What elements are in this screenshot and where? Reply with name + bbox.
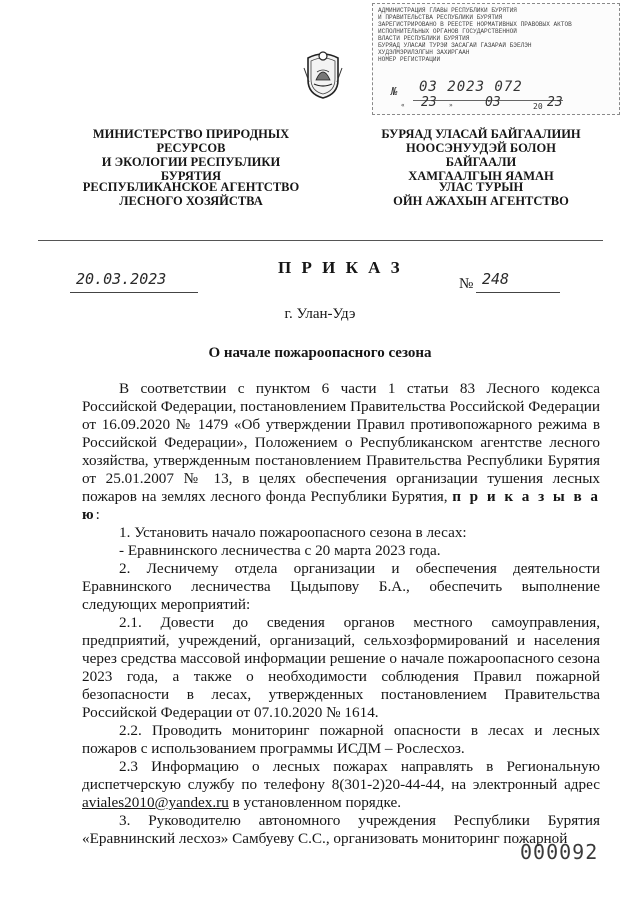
ministry-name-bua: БУРЯАД УЛАСАЙ БАЙГААЛИИН НООСЭНУУДЭЙ БОЛОН БАЙГААЛИ ХАМГААЛГЫН ЯАМАН	[381, 127, 581, 183]
stamp-line: НОМЕР РЕГИСТРАЦИИ	[378, 56, 441, 63]
order-number-prefix: №	[459, 276, 474, 292]
email-link[interactable]: aviales2010@yandex.ru	[82, 794, 229, 811]
order-title: П Р И К А З	[278, 258, 403, 277]
intro-text: В соответствии с пунктом 6 части 1 статьи 83 Лесного кодекса Российской Федерации, постановлением Правительства Российской Федерации от 16.09.2020 № 1479 «Об утверждении Правил противопожарного режима в Российской Федерации», Положением о Республиканском агентстве лесного хозяйства, утвержденным постановлением Правительства Республики Бурятия от 25.01.2007 № 13, в целях обеспечения организации тушения лесных пожаров на землях лесного фонда Республики Бурятия,	[82, 380, 600, 505]
stamp-line: И ПРАВИТЕЛЬСТВА РЕСПУБЛИКИ БУРЯТИЯ	[378, 14, 503, 21]
registration-stamp: АДМИНИСТРАЦИЯ ГЛАВЫ РЕСПУБЛИКИ БУРЯТИЯ И ПРАВИТЕЛЬСТВА РЕСПУБЛИКИ БУРЯТИЯ ЗАРЕГИСТРИРОВАНО В РЕЕСТРЕ НОРМАТИВНЫХ ПРАВОВЫХ АКТОВ ИСПОЛНИТЕЛЬНЫХ ОРГАНОВ ГОСУДАРСТВЕННОЙ ВЛАСТИ РЕСПУБЛИКИ БУРЯТИЯ БУРЯАД УЛАСАЙ ТУРЭЙ ЗАСАГАЙ ГАЗАРАЙ БЭЕЛЭН ХУДЭЛМЭРИЛЭЛГЫН ЗАХИРГААН НОМЕР РЕГИСТРАЦИИ № 03 2023 072 « 23 » 03 20 23	[372, 3, 620, 115]
item-2: 2. Лесничему отдела организации и обеспечения деятельности Еравнинского лесничества Цыдыпову Б.А., обеспечить выполнение следующих мероприятий:	[82, 560, 600, 613]
stamp-line: АДМИНИСТРАЦИЯ ГЛАВЫ РЕСПУБЛИКИ БУРЯТИЯ	[378, 7, 517, 14]
orders-colon: :	[95, 506, 100, 523]
header-divider	[38, 240, 603, 241]
stamp-reg-day: 23	[421, 95, 437, 110]
stamp-reg-number: 03 2023 072	[419, 79, 523, 95]
stamp-reg-year: 23	[547, 95, 563, 110]
item-2-3-tail: в установленном порядке.	[228, 794, 402, 811]
city: г. Улан-Удэ	[284, 306, 356, 322]
item-1-dash: - Еравнинского лесничества с 20 марта 2023 года.	[119, 542, 441, 559]
order-number-field	[476, 270, 560, 293]
item-2-2: 2.2. Проводить мониторинг пожарной опасности в лесах и лесных пожаров с использованием программы ИСДМ – Рослесхоз.	[82, 722, 600, 757]
agency-name-bua: УЛАС ТУРЫН ОЙН АЖАХЫН АГЕНТСТВО	[393, 180, 569, 208]
orders-word: п р и к а з ы в а ю	[82, 488, 600, 523]
stamp-line: ИСПОЛНИТЕЛЬНЫХ ОРГАНОВ ГОСУДАРСТВЕННОЙ	[378, 28, 517, 35]
coat-of-arms-emblem	[302, 46, 344, 100]
order-body	[82, 380, 600, 848]
stamp-line: ХУДЭЛМЭРИЛЭЛГЫН ЗАХИРГААН	[378, 49, 470, 56]
agency-name-ru: РЕСПУБЛИКАНСКОЕ АГЕНТСТВО ЛЕСНОГО ХОЗЯЙСТВА	[82, 180, 300, 208]
ministry-name-ru: МИНИСТЕРСТВО ПРИРОДНЫХ РЕСУРСОВ И ЭКОЛОГИИ РЕСПУБЛИКИ БУРЯТИЯ	[92, 127, 290, 183]
intro-paragraph	[82, 380, 600, 524]
stamp-reg-month: 03	[485, 95, 501, 110]
order-date-field	[70, 270, 198, 293]
item-2-3-text: 2.3 Информацию о лесных пожарах направлять в Региональную диспетчерскую службу по телефону 8(301-2)20-44-44, на электронный адрес	[82, 758, 600, 793]
stamp-line: ЗАРЕГИСТРИРОВАНО В РЕЕСТРЕ НОРМАТИВНЫХ ПРАВОВЫХ АКТОВ	[378, 21, 572, 28]
order-number: 248	[482, 270, 510, 288]
order-subject: О начале пожароопасного сезона	[208, 345, 432, 361]
stamp-reg-year-prefix: 20	[533, 102, 543, 111]
item-2-1: 2.1. Довести до сведения органов местного самоуправления, предприятий, учреждений, организаций, сельхозформирований и населения через средства массовой информации решение о начале пожароопасного сезона 2023 года, а также о необходимости соблюдения Правил пожарной безопасности в лесах, утвержденных постановлением Правительства Российской Федерации от 07.10.2020 № 1614.	[82, 614, 600, 721]
item-1: 1. Установить начало пожароопасного сезона в лесах:	[119, 524, 467, 541]
stamp-number-prefix: №	[391, 85, 398, 98]
item-3: 3. Руководителю автономного учреждения Республики Бурятия «Еравнинский лесхоз» Самбуеву С.С., организовать мониторинг пожарной	[82, 812, 600, 847]
item-2-3	[82, 758, 600, 812]
order-date: 20.03.2023	[76, 270, 167, 288]
stamp-line: БУРЯАД УЛАСАЙ ТУРЭЙ ЗАСАГАЙ ГАЗАРАЙ БЭЕЛЭН	[378, 42, 532, 49]
page-counter: 000092	[520, 840, 599, 864]
stamp-line: ВЛАСТИ РЕСПУБЛИКИ БУРЯТИЯ	[378, 35, 470, 42]
